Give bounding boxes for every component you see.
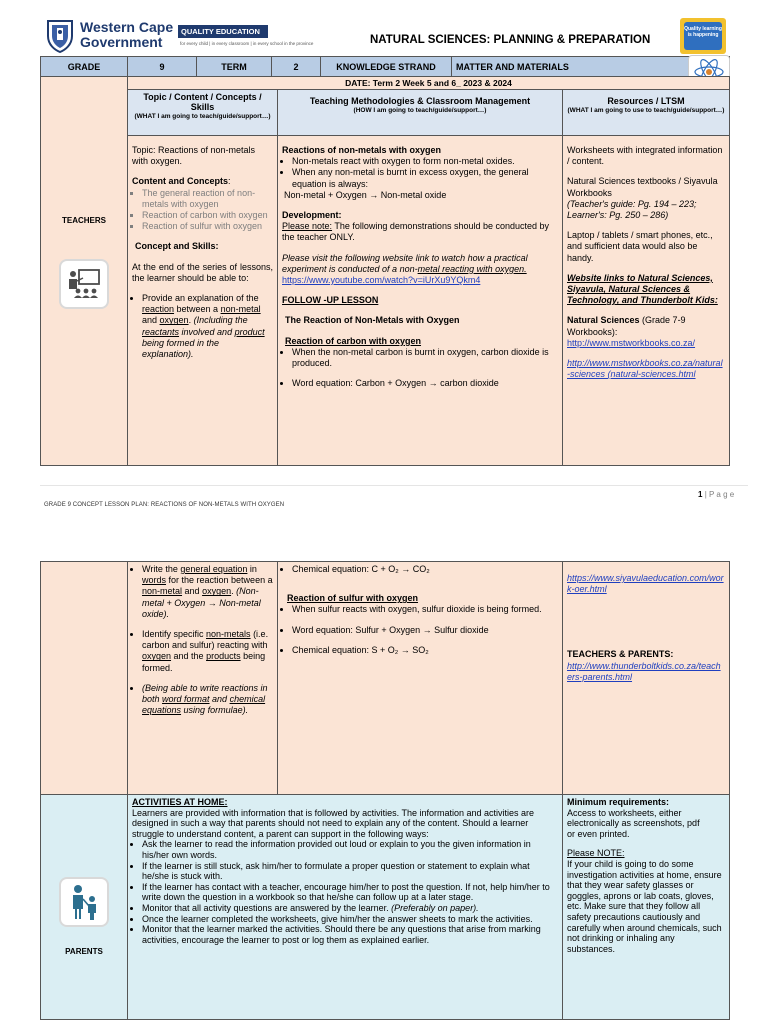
method-heading: Reactions of non-metals with oxygen xyxy=(282,145,442,155)
youtube-link[interactable]: https://www.youtube.com/watch?v=iUrXu9YQkm4 xyxy=(282,275,481,286)
development-heading: Development: xyxy=(282,210,342,221)
general-equation: Non-metal + Oxygen → Non-metal oxide xyxy=(284,189,447,200)
please-note-heading: Please NOTE: xyxy=(567,848,625,859)
org-name-line2: Government xyxy=(80,34,163,50)
teacher-classroom-icon xyxy=(61,261,107,307)
ns-workbooks-label: Natural Sciences (Grade 7-9 Workbooks): xyxy=(567,315,686,337)
visit-paragraph: Please visit the following website link to watch how a practical experiment is conducted of a non-metal reacting with oxygen. xyxy=(282,252,528,274)
carbon-heading: Reaction of carbon with oxygen xyxy=(285,335,422,346)
continued-method-cell xyxy=(277,561,563,795)
continued-resources-cell xyxy=(562,561,730,795)
wcg-logo xyxy=(44,18,76,54)
teachers-topic-cell: Topic: Reactions of non-metals with oxygen. Content and Concepts: ▪ The general reaction of non-metals with oxygen ▪ Reaction of carbon with oxygen ▪ Reaction of sulfur with oxygen Concept and Skills: At the end of the series of lessons, the learner should be able to: • Provide an explanation of the reaction between a non-metal and oxygen. (Including the reactants involved and product being formed in the explanation). xyxy=(127,135,278,466)
topic-column-header xyxy=(127,89,278,136)
resources-column-header xyxy=(562,89,730,136)
parent-support-item: • Ask the learner to read the information provided out loud or explain to you the given information in his/her own words. xyxy=(142,839,558,860)
carbon-item: • When the non-metal carbon is burnt in oxygen, carbon dioxide is produced. xyxy=(292,347,558,369)
content-concepts-heading: Content and Concepts xyxy=(132,176,228,187)
resources-column-title: Resources / LTSM xyxy=(607,96,685,106)
sulfur-item: • When sulfur reacts with oxygen, sulfur dioxide is being formed. xyxy=(292,604,558,615)
carbon-chemical-equation: • Chemical equation: C + O₂ → CO₂ xyxy=(292,564,558,575)
continued-label-cell xyxy=(40,561,128,795)
teachers-resources-cell xyxy=(562,135,730,466)
resource-worksheets: Worksheets with integrated information / content. xyxy=(567,145,723,167)
min-requirements-text: Access to worksheets, either electronically as screenshots, pdf xyxy=(567,807,700,829)
parent-child-icon xyxy=(61,879,107,925)
parent-support-item: • Once the learner completed the worksheets, give him/her the answer sheets to mark the activities. xyxy=(142,914,558,925)
parents-activities-cell xyxy=(127,794,563,1020)
concept-item: ▪ Reaction of sulfur with oxygen xyxy=(142,221,273,232)
method-column-header xyxy=(277,89,563,136)
grade-label: GRADE xyxy=(40,56,128,77)
parents-requirements-cell xyxy=(562,794,730,1020)
min-requirements-text-2: or even printed. xyxy=(567,828,630,839)
safety-note: If your child is going to do some investigation activities at home, ensure that they wear safety glasses or goggles, aprons or lab coats, gloves, etc. Make sure that they follow all safety precautions cautiously and carefully when around chemicals, such not drinking or inhaling any substances. xyxy=(567,858,722,954)
skill-item: • Identify specific non-metals (i.e. carbon and sulfur) reacting with oxygen and the products being formed. xyxy=(142,629,273,674)
term-label: TERM xyxy=(196,56,272,77)
document-title: NATURAL SCIENCES: PLANNING & PREPARATION xyxy=(370,34,651,46)
resources-column-subtitle: (WHAT I am going to use to teach/guide/support…) xyxy=(567,107,725,114)
parent-support-item: • Monitor that all activity questions are answered by the learner. (Preferably on paper). xyxy=(142,903,558,914)
note-paragraph: Please note: The following demonstrations should be conducted by the teacher ONLY. xyxy=(282,221,550,243)
sulfur-word-equation: • Word equation: Sulfur + Oxygen → Sulfur dioxide xyxy=(292,625,558,636)
parent-support-item: • If the learner is still stuck, ask him/her to formulate a proper question or statement to explain what he/she is stuck with. xyxy=(142,861,558,882)
parent-support-item: • If the learner has contact with a teacher, encourage him/her to post the question. If not, help him/her to write down the question in a workbook so that he/she can follow up at a later stage. xyxy=(142,882,558,903)
knowledge-strand-label: KNOWLEDGE STRAND xyxy=(320,56,452,77)
mst-natural-sciences-link[interactable]: http://www.mstworkbooks.co.za/natural-sciences (natural-sciences.html xyxy=(567,358,723,380)
page-number: 1 | P a g e xyxy=(698,490,735,499)
skills-intro: At the end of the series of lessons, the learner should be able to: xyxy=(132,261,273,283)
grade-value: 9 xyxy=(127,56,197,77)
date-row: DATE: Term 2 Week 5 and 6_ 2023 & 2024 xyxy=(127,76,730,90)
term-value: 2 xyxy=(271,56,321,77)
topic-column-subtitle: (WHAT I am going to teach/guide/support…) xyxy=(134,113,271,120)
concept-item: ▪ Reaction of carbon with oxygen xyxy=(142,210,273,221)
method-item: • Non-metals react with oxygen to form non-metal oxides. xyxy=(292,156,558,167)
reaction-title: The Reaction of Non-Metals with Oxygen xyxy=(285,315,460,326)
resource-devices: Laptop / tablets / smart phones, etc., and sufficient data would also be handy. xyxy=(567,230,713,263)
coat-of-arms-icon xyxy=(44,18,76,54)
resource-textbooks: Natural Sciences textbooks / Siyavula Workbooks xyxy=(567,176,718,198)
website-links-heading: Website links to Natural Sciences, Siyavula, Natural Sciences & Technology, and Thunderbolt Kids: xyxy=(567,272,718,306)
quality-learning-badge xyxy=(680,18,726,54)
concept-item: ▪ The general reaction of non-metals with oxygen xyxy=(142,188,273,210)
activities-intro: Learners are provided with information that is followed by activities. The information and activities are designed in such a way that parents should not need to explain any of the content. Should a learner struggle to understand content, a parent can support in the following ways: xyxy=(132,807,535,839)
parents-label: PARENTS xyxy=(65,947,103,956)
quality-learning-text: Quality learning is happening xyxy=(684,22,722,50)
knowledge-strand-value: MATTER AND MATERIALS xyxy=(451,56,730,77)
carbon-word-equation: • Word equation: Carbon + Oxygen → carbon dioxide xyxy=(292,378,558,389)
org-name-line1: Western Cape xyxy=(80,19,174,35)
footer-divider xyxy=(40,485,748,486)
quality-education-badge: QUALITY EDUCATION xyxy=(178,25,268,38)
parents-label-cell xyxy=(40,794,128,1020)
method-item: • When any non-metal is burnt in excess oxygen, the general equation is always: xyxy=(292,167,558,189)
min-requirements-heading: Minimum requirements: xyxy=(567,797,670,807)
sulfur-chemical-equation: • Chemical equation: S + O₂ → SO₂ xyxy=(292,645,558,656)
method-column-subtitle: (HOW I am going to teach/guide/support…) xyxy=(353,107,487,114)
activities-heading: ACTIVITIES AT HOME: xyxy=(132,797,228,807)
mst-workbooks-link[interactable]: http://www.mstworkbooks.co.za/ xyxy=(567,337,696,348)
sulfur-heading: Reaction of sulfur with oxygen xyxy=(287,593,419,604)
teachers-label: TEACHERS xyxy=(61,216,106,225)
skill-item: • Write the general equation in words for the reaction between a non-metal and oxygen. (Non-metal + Oxygen → Non-metal oxide). xyxy=(142,564,273,620)
footer-lesson-title: GRADE 9 CONCEPT LESSON PLAN: REACTIONS OF NON-METALS WITH OXYGEN xyxy=(44,502,285,508)
resource-page-refs: (Teacher's guide: Pg. 194 – 223; Learner's: Pg. 250 – 286) xyxy=(567,198,697,221)
continued-topic-cell xyxy=(127,561,278,795)
concept-skills-heading: Concept and Skills: xyxy=(135,241,219,252)
method-column-title: Teaching Methodologies & Classroom Management xyxy=(309,96,531,106)
siyavula-link[interactable]: https://www.siyavulaeducation.com/work-oer.html xyxy=(567,573,724,595)
quality-education-tagline: for every child | in every classroom | in every school in the province xyxy=(180,41,314,46)
topic-column-title: Topic / Content / Concepts / Skills xyxy=(143,92,262,112)
teachers-label-cell xyxy=(40,76,128,466)
skill-item: • Provide an explanation of the reaction between a non-metal and oxygen. (Including the reactants involved and product being formed in the explanation). xyxy=(142,293,273,360)
topic-intro: Topic: Reactions of non-metals with oxygen. xyxy=(132,145,256,167)
skill-item: • (Being able to write reactions in both word format and chemical equations using formulae). xyxy=(142,683,273,717)
teachers-method-cell xyxy=(277,135,563,466)
thunderbolt-kids-link[interactable]: http://www.thunderboltkids.co.za/teachers-parents.html xyxy=(567,660,721,682)
parent-support-item: • Monitor that the learner marked the activities. Should there be any questions that arise from marking activities, encourage the learner to post or log them as explained earlier. xyxy=(142,924,558,945)
teachers-parents-heading: TEACHERS & PARENTS: xyxy=(567,649,674,660)
follow-up-heading: FOLLOW -UP LESSON xyxy=(282,295,379,306)
